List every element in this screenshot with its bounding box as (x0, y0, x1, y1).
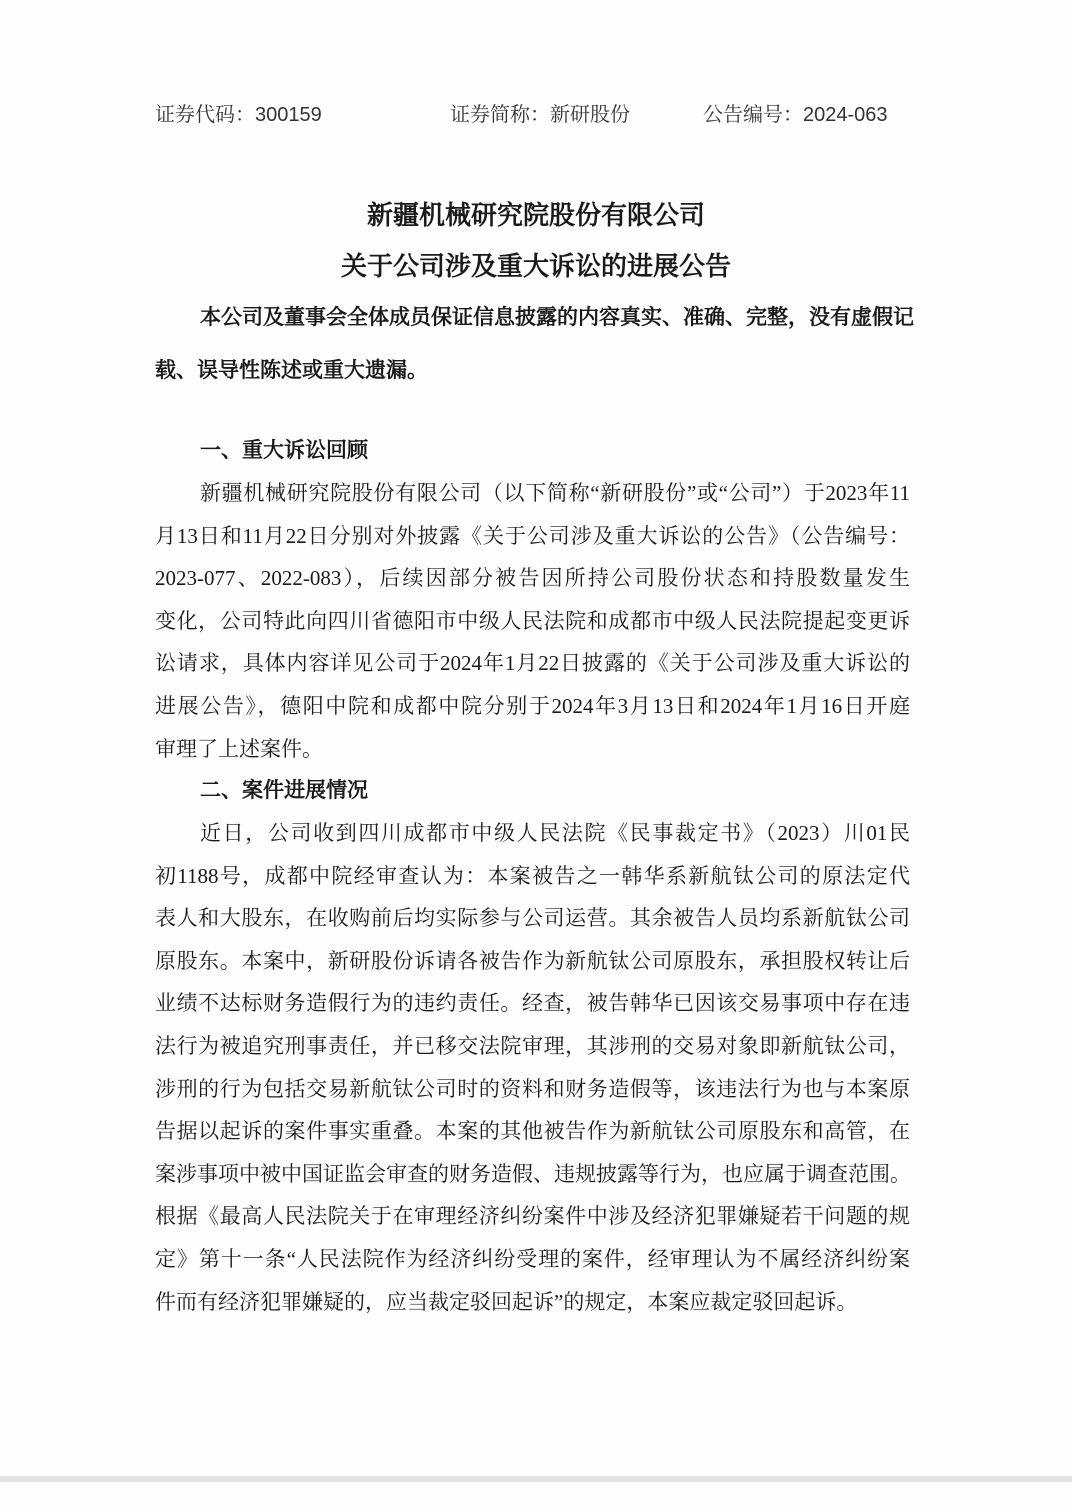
paragraph-line: 告据以起诉的案件事实重叠。本案的其他被告作为新航钛公司原股东和高管，在 (155, 1119, 910, 1144)
paragraph-line: 原股东。本案中，新研股份诉请各被告作为新航钛公司原股东，承担股权转让后 (155, 948, 910, 973)
paragraph-line: 新疆机械研究院股份有限公司（以下简称“新研股份”或“公司”）于2023年11 (200, 481, 910, 505)
paragraph-line: 进展公告》，德阳中院和成都中院分别于2024年3月13日和2024年1月16日开庭 (155, 694, 910, 718)
paragraph-line: 业绩不达标财务造假行为的违约责任。经查，被告韩华已因该交易事项中存在违 (155, 991, 910, 1016)
stock-short-name: 证券简称：新研股份 (450, 104, 630, 126)
stock-code: 证券代码：300159 (155, 104, 322, 126)
notice-number: 公告编号：2024-063 (703, 104, 888, 126)
paragraph-line: 件而有经济犯罪嫌疑的，应当裁定驳回起诉”的规定，本案应裁定驳回起诉。 (155, 1289, 858, 1314)
company-title: 新疆机械研究院股份有限公司 (366, 201, 705, 230)
paragraph-line: 法行为被追究刑事责任，并已移交法院审理，其涉刑的交易对象即新航钛公司， (155, 1034, 910, 1058)
paragraph-line: 讼请求，具体内容详见公司于2024年1月22日披露的《关于公司涉及重大诉讼的 (155, 651, 910, 676)
paragraph-line: 近日，公司收到四川成都市中级人民法院《民事裁定书》（2023）川01民 (200, 821, 910, 845)
paragraph-line: 审理了上述案件。 (155, 736, 323, 761)
paragraph-line: 根据《最高人民法院关于在审理经济纠纷案件中涉及经济犯罪嫌疑若干问题的规 (155, 1204, 910, 1229)
paragraph-line: 定》第十一条“人民法院作为经济纠纷受理的案件，经审理认为不属经济纠纷案 (155, 1247, 910, 1271)
page-divider (0, 1476, 1072, 1482)
section-heading: 一、重大诉讼回顾 (200, 438, 368, 462)
paragraph-line: 变化，公司特此向四川省德阳市中级人民法院和成都市中级人民法院提起变更诉 (155, 608, 910, 633)
notice-title: 关于公司涉及重大诉讼的进展公告 (340, 252, 731, 281)
statement-line: 载、误导性陈述或重大遗漏。 (155, 358, 428, 382)
section-heading: 二、案件进展情况 (200, 778, 368, 802)
paragraph-line: 2023-077、2022-083），后续因部分被告因所持公司股份状态和持股数量发生 (155, 566, 910, 591)
paragraph-line: 初1188号，成都中院经审查认为：本案被告之一韩华系新航钛公司的原法定代 (155, 863, 910, 888)
paragraph-line: 涉刑的行为包括交易新航钛公司时的资料和财务造假等，该违法行为也与本案原 (155, 1076, 910, 1101)
paragraph-line: 案涉事项中被中国证监会审查的财务造假、违规披露等行为，也应属于调查范围。 (155, 1161, 911, 1186)
paragraph-line: 月13日和11月22日分别对外披露《关于公司涉及重大诉讼的公告》（公告编号： (155, 523, 910, 548)
paragraph-line: 表人和大股东，在收购前后均实际参与公司运营。其余被告人员均系新航钛公司 (155, 906, 910, 931)
statement-line: 本公司及董事会全体成员保证信息披露的内容真实、准确、完整，没有虚假记 (200, 305, 914, 329)
